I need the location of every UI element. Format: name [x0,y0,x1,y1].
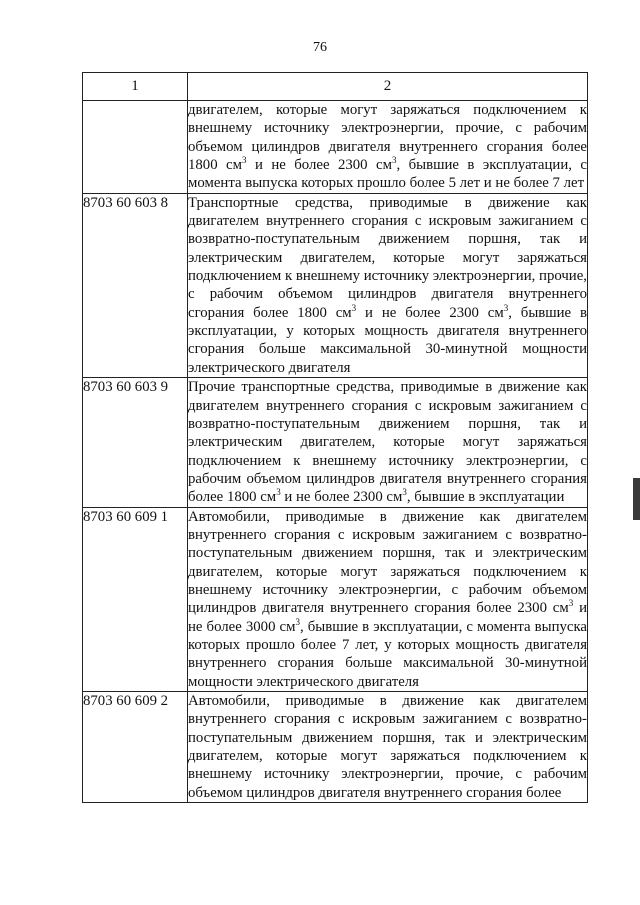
column-header-code: 1 [83,73,188,101]
description-fragment: , бывшие в эксплуатации [406,489,565,506]
table-header-row [83,73,588,101]
description-fragment: двигателем, которые могут заряжаться подключением к внешнему источнику электроэнергии, прочие, с рабочим объемом цилиндров двигателя внутреннего сгорания более 1800 см [188,102,587,174]
page-number: 76 [313,40,327,55]
description-fragment: и не более 3000 см [188,600,587,635]
description-cell [188,378,588,507]
unit-superscript: 3 [568,598,574,609]
table-row [83,193,588,377]
tariff-code-cell: 8703 60 609 2 [83,692,188,803]
description-fragment: Транспортные средства, приводимые в движение как двигателем внутреннего сгорания с искровым зажиганием с возвратно-поступательным движением поршня, так и электрическим двигателем, которые могут заряжаться подключением к внешнему источнику электроэнергии, прочие, с рабочим объемом цилиндров двигателя внутреннего сгорания более 1800 см [188,194,587,321]
page-edge-mark [633,478,640,520]
description-text [188,194,587,377]
tariff-code-cell: 8703 60 603 9 [83,378,188,507]
description-cell [188,193,588,377]
unit-superscript: 3 [276,487,281,498]
description-text [188,692,587,802]
table-row [83,378,588,507]
description-fragment: и не более 2300 см [356,304,504,321]
description-fragment: Прочие транспортные средства, приводимые в движение как двигателем внутреннего сгорания с искровым зажиганием с возвратно-поступательным движением поршня, так и электрическим двигателем, которые могут заряжаться подключением к внешнему источнику электроэнергии, с рабочим объемом цилиндров двигателя внутреннего сгорания более 1800 см [188,379,587,506]
description-fragment: Автомобили, приводимые в движение как двигателем внутреннего сгорания с искровым зажиганием с возвратно-поступательным движением поршня, так и электрическим двигателем, которые могут заряжаться подключением к внешнему источнику электроэнергии, с рабочим объемом цилиндров двигателя внутреннего сгорания более 2300 см [188,508,587,617]
unit-superscript: 3 [503,302,509,313]
description-fragment: Автомобили, приводимые в движение как двигателем внутреннего сгорания с искровым зажиганием с возвратно-поступательным движением поршня, так и электрическим двигателем, которые могут заряжаться подключением к внешнему источнику электроэнергии, прочие, с рабочим объемом цилиндров двигателя внутреннего сгорания более [188,693,587,801]
description-fragment: и не более 2300 см [246,157,392,174]
column-header-description: 2 [188,73,588,101]
description-cell [188,507,588,691]
table-row [83,507,588,691]
tariff-table [82,72,588,803]
unit-superscript: 3 [351,302,357,313]
description-text [188,378,587,506]
unit-superscript: 3 [295,616,300,627]
tariff-code-cell: 8703 60 609 1 [83,507,188,691]
description-text [188,101,587,193]
unit-superscript: 3 [391,155,397,166]
description-cell [188,692,588,803]
table-body [83,101,588,803]
tariff-code-cell [83,101,188,194]
description-fragment: , бывшие в эксплуатации, у которых мощность двигателя внутреннего сгорания больше максимальной 30-минутной мощности электрического двигателя [188,304,587,376]
tariff-code-cell: 8703 60 603 8 [83,193,188,377]
table-row [83,101,588,194]
description-fragment: и не более 2300 см [280,489,403,506]
description-text [188,508,587,691]
description-fragment: , бывшие в эксплуатации, с момента выпуска которых прошло более 5 лет и не более 7 лет [188,157,587,192]
table-row [83,692,588,803]
unit-superscript: 3 [241,155,247,166]
unit-superscript: 3 [402,487,407,498]
description-fragment: , бывшие в эксплуатации, с момента выпуска которых прошло более 7 лет, у которых мощность двигателя внутреннего сгорания больше максимальной 30-минутной мощности электрического двигателя [188,618,587,690]
description-cell [188,101,588,194]
